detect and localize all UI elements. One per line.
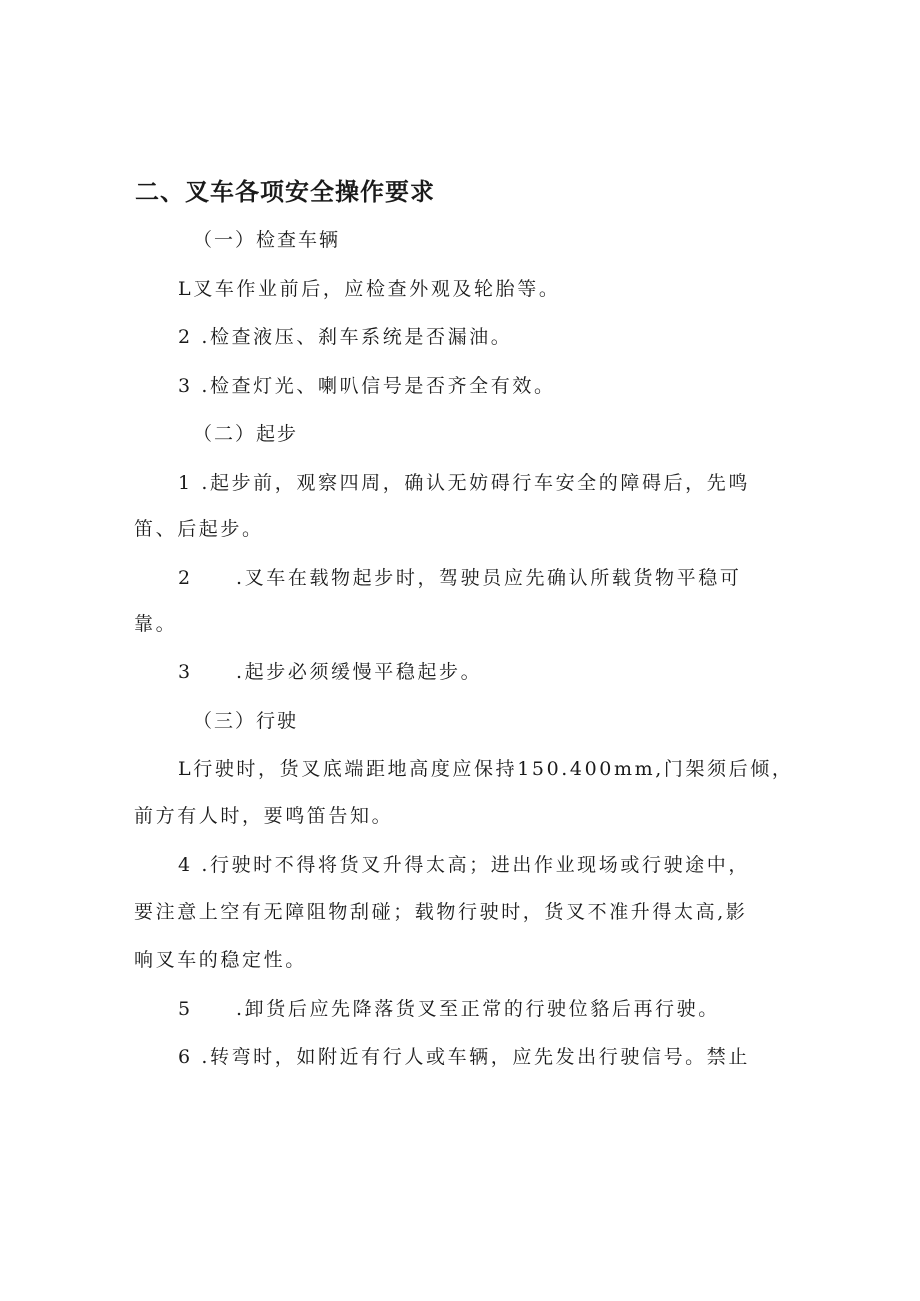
list-item-continuation: 笛、后起步。	[134, 518, 264, 540]
list-item-continuation: 靠。	[134, 613, 178, 635]
list-item	[178, 994, 720, 1024]
list-item: L行驶时，货叉底端距地高度应保持150.400mm,门架须后倾，	[178, 758, 794, 780]
list-item: 4 .行驶时不得将货叉升得太高；进出作业现场或行驶途中，	[178, 854, 750, 876]
section-heading: 二、叉车各项安全操作要求	[135, 178, 435, 206]
subsection-title-start: （二）起步	[193, 423, 299, 445]
list-item-continuation: 前方有人时，要鸣笛告知。	[134, 805, 394, 827]
subsection-title-driving: （三）行驶	[193, 710, 299, 732]
list-item	[178, 563, 741, 593]
subsection-title-inspect: （一）检查车辆	[193, 229, 341, 251]
list-item	[178, 657, 482, 687]
list-item-text: .叉车在载物起步时，驾驶员应先确认所载货物平稳可	[236, 567, 742, 589]
list-item: 6 .转弯时，如附近有行人或车辆，应先发出行驶信号。禁止	[178, 1046, 750, 1068]
list-item-continuation: 要注意上空有无障阻物刮碰；载物行驶时，货叉不准升得太高,影	[134, 901, 748, 923]
list-item-number: 2	[178, 567, 193, 589]
list-item: 1 .起步前，观察四周，确认无妨碍行车安全的障碍后，先鸣	[178, 472, 750, 494]
list-item: L叉车作业前后，应检查外观及轮胎等。	[178, 278, 561, 300]
list-item-continuation: 响叉车的稳定性。	[134, 949, 307, 971]
list-item-number: 3	[178, 661, 193, 683]
list-item-number: 5	[178, 998, 193, 1020]
list-item: 3 .检查灯光、喇叭信号是否齐全有效。	[178, 375, 556, 397]
list-item: 2 .检查液压、刹车系统是否漏油。	[178, 326, 513, 348]
list-item-text: .起步必须缓慢平稳起步。	[236, 661, 483, 683]
list-item-text: .卸货后应先降落货叉至正常的行驶位貉后再行驶。	[236, 998, 720, 1020]
